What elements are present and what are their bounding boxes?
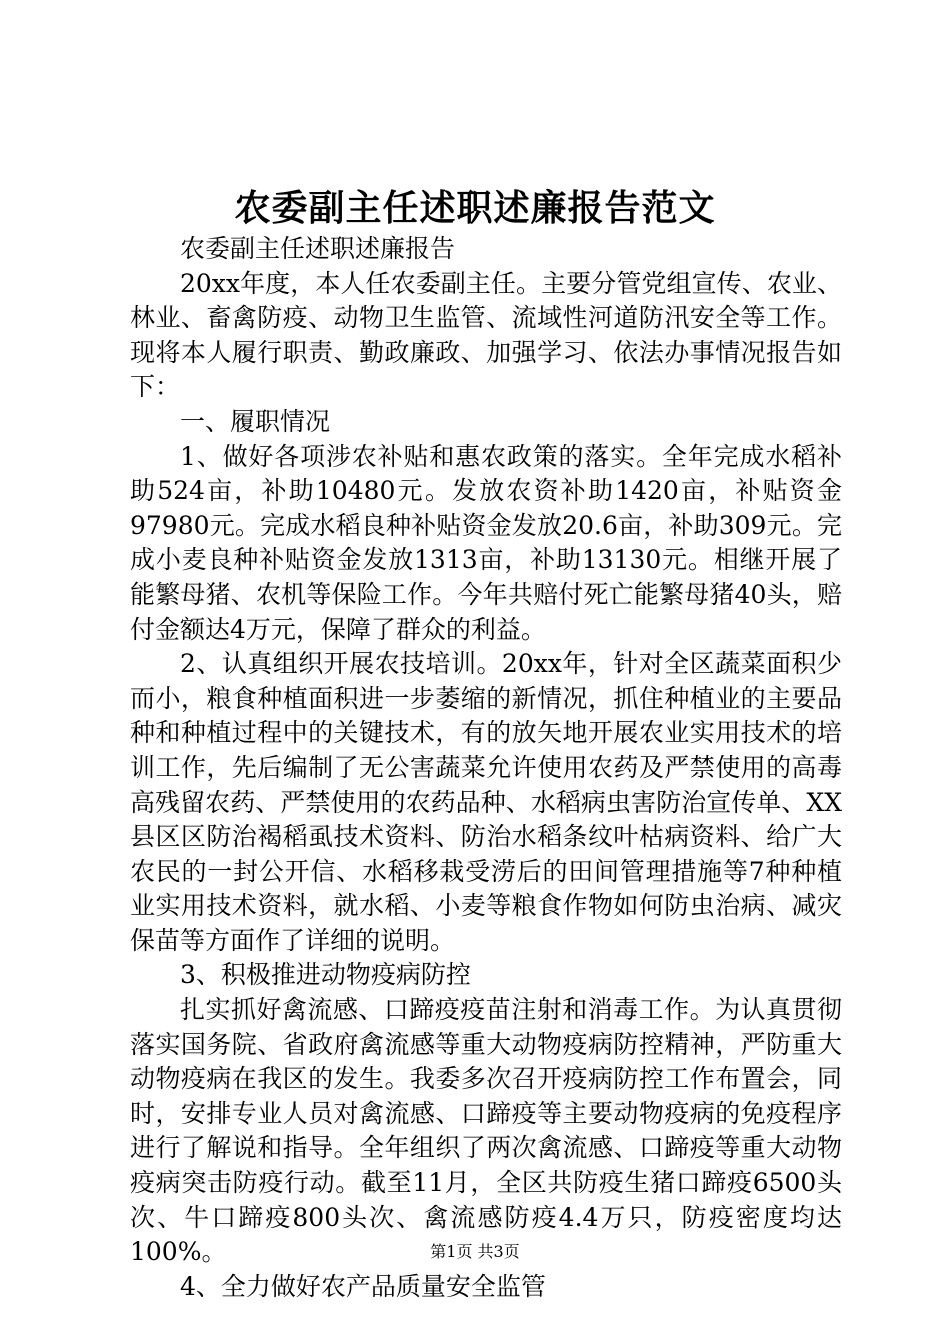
document-body xyxy=(130,232,842,1304)
paragraph-subtitle: 农委副主任述职述廉报告 xyxy=(180,234,456,263)
paragraph-disease-control: 扎实抓好禽流感、口蹄疫疫苗注射和消毒工作。为认真贯彻落实国务院、省政府禽流感等重大动物疫病防控精神，严防重大动物疫病在我区的发生。我委多次召开疫病防控工作布置会，同时，安排专业人员对禽流感、口蹄疫等主要动物疫病的免疫程序进行了解说和指导。全年组织了两次禽流感、口蹄疫等重大动物疫病突击防疫行动。截至11月，全区共防疫生猪口蹄疫6500头次、牛口蹄疫800头次、禽流感防疫4.4万只，防疫密度均达100%。 xyxy=(130,995,842,1267)
document-title: 农委副主任述职述廉报告范文 xyxy=(234,187,716,229)
subheading-disease-control: 3、积极推进动物疫病防控 xyxy=(180,960,471,990)
page-footer: 第1页 共3页 xyxy=(430,1242,520,1261)
paragraph-training: 2、认真组织开展农技培训。20xx年，针对全区蔬菜面积少而小，粮食种植面积进一步萎缩的新情况，抓住种植业的主要品种和种植过程中的关键技术，有的放矢地开展农业实用技术的培训工作，先后编制了无公害蔬菜允许使用农药及严禁使用的高毒高残留农药、严禁使用的农药品种、水稻病虫害防治宣传单、XX县区区防治褐稻虱技术资料、防治水稻条纹叶枯病资料、给广大农民的一封公开信、水稻移栽受涝后的田间管理措施等7种种植业实用技术资料，就水稻、小麦等粮食作物如何防虫治病、减灾保苗等方面作了详细的说明。 xyxy=(130,649,842,955)
paragraph-intro: 20xx年度，本人任农委副主任。主要分管党组宣传、农业、林业、畜禽防疫、动物卫生监管、流域性河道防汛安全等工作。现将本人履行职责、勤政廉政、加强学习、依法办事情况报告如下： xyxy=(130,268,842,402)
section-heading-1: 一、履职情况 xyxy=(180,406,331,436)
subheading-quality-safety: 4、全力做好农产品质量安全监管 xyxy=(180,1271,546,1301)
paragraph-subsidies: 1、做好各项涉农补贴和惠农政策的落实。全年完成水稻补助524亩，补助10480元。发放农资补助1420亩，补贴资金97980元。完成水稻良种补贴资金发放20.6亩，补助309元。完成小麦良种补贴资金发放1313亩，补助13130元。相继开展了能繁母猪、农机等保险工作。今年共赔付死亡能繁母猪40头，赔付金额达4万元，保障了群众的利益。 xyxy=(130,441,842,644)
